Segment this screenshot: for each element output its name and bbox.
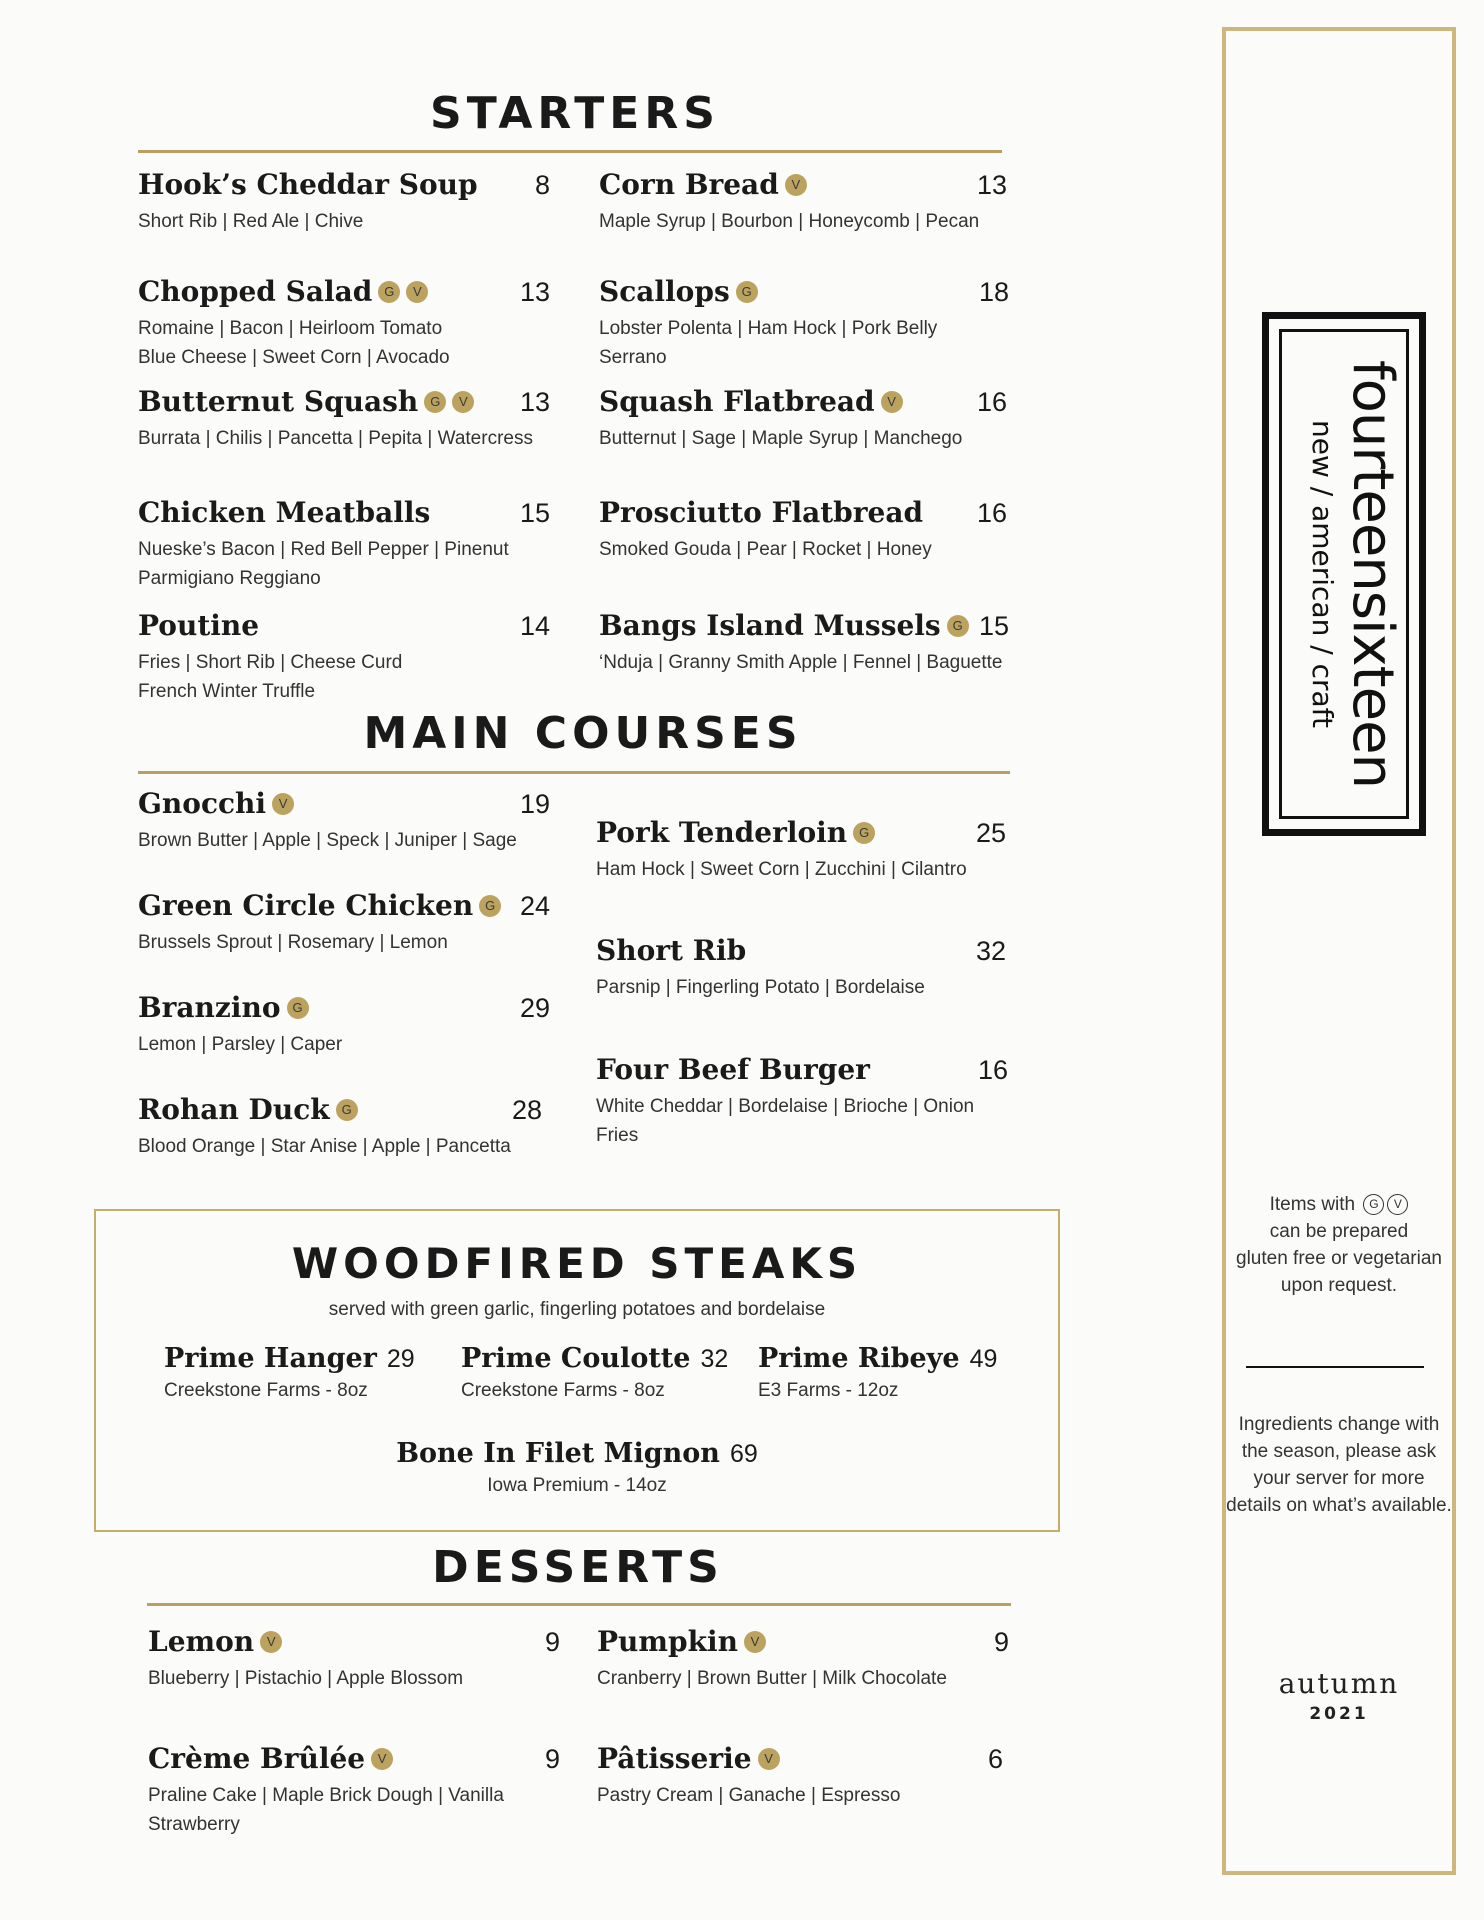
item-price: 25 [975, 818, 1006, 848]
item-description: Smoked Gouda | Pear | Rocket | Honey [599, 539, 932, 560]
menu-item [599, 385, 1007, 452]
item-description: Blue Cheese | Sweet Corn | Avocado [138, 347, 450, 368]
item-name: Short Rib [596, 934, 747, 967]
item-price: 29 [519, 993, 550, 1023]
season-year: 2021 [1309, 1704, 1369, 1724]
menu-item [599, 609, 1009, 676]
item-name: Gnocchi [138, 787, 267, 820]
vegetarian-icon: V [406, 281, 428, 303]
vegetarian-icon: V [452, 391, 474, 413]
steak-item [461, 1343, 728, 1402]
item-price: 13 [976, 170, 1007, 200]
menu-item [138, 787, 550, 854]
item-price: 16 [977, 1055, 1008, 1085]
item-price: 28 [511, 1095, 542, 1125]
gluten-free-icon: G [479, 895, 501, 917]
item-description: Blueberry | Pistachio | Apple Blossom [148, 1668, 464, 1689]
item-name: Branzino [138, 991, 281, 1024]
item-description: Nueske’s Bacon | Red Bell Pepper | Pinenut [138, 539, 509, 560]
menu-item [596, 816, 1006, 883]
item-name: Prosciutto Flatbread [599, 496, 924, 529]
gluten-free-icon: G [424, 391, 446, 413]
sidebar-frame [1222, 27, 1456, 1875]
item-price: 19 [519, 789, 550, 819]
item-price: 16 [976, 498, 1007, 528]
legend-line: can be prepared [1269, 1221, 1409, 1242]
item-name: Butternut Squash [138, 385, 419, 418]
menu-item [138, 609, 550, 705]
woodfired-steaks-box [94, 1209, 1060, 1532]
gluten-free-icon: G [287, 997, 309, 1019]
dietary-legend [1224, 1191, 1454, 1299]
vegetarian-icon: V [881, 391, 903, 413]
gluten-free-icon: G [1363, 1194, 1384, 1215]
item-description: Lemon | Parsley | Caper [138, 1034, 343, 1055]
menu-item [138, 889, 550, 956]
main-courses-divider [138, 771, 1010, 774]
item-price: 9 [544, 1744, 560, 1774]
item-description: Fries | Short Rib | Cheese Curd [138, 652, 403, 673]
note-line: Ingredients change with [1238, 1414, 1440, 1435]
vegetarian-icon: V [371, 1748, 393, 1770]
item-description: Pastry Cream | Ganache | Espresso [597, 1785, 901, 1806]
item-description: ‘Nduja | Granny Smith Apple | Fennel | Baguette [599, 652, 1003, 673]
item-name: Hook’s Cheddar Soup [138, 168, 478, 201]
note-line: details on what’s available. [1226, 1495, 1452, 1516]
menu-item [599, 275, 1009, 371]
steak-item [758, 1343, 997, 1402]
main-courses-heading: MAIN COURSES [363, 708, 803, 759]
steak-name: Prime Hanger [164, 1343, 377, 1374]
item-price: 13 [519, 277, 550, 307]
woodfired-steaks-heading: WOODFIRED STEAKS [291, 1239, 863, 1288]
item-description: Burrata | Chilis | Pancetta | Pepita | Watercress [138, 428, 533, 449]
steak-price: 29 [386, 1345, 415, 1373]
note-line: the season, please ask [1241, 1441, 1437, 1462]
steak-desc: E3 Farms - 12oz [758, 1380, 899, 1401]
item-name: Green Circle Chicken [138, 889, 474, 922]
item-description: Butternut | Sage | Maple Syrup | Manchego [599, 428, 963, 449]
sidebar-divider [1246, 1366, 1424, 1368]
item-description: Parsnip | Fingerling Potato | Bordelaise [596, 977, 925, 998]
steak-name: Bone In Filet Mignon [396, 1438, 720, 1469]
item-price: 15 [978, 611, 1009, 641]
season-label: autumn [1278, 1667, 1400, 1700]
item-price: 24 [519, 891, 550, 921]
gluten-free-icon: G [336, 1099, 358, 1121]
logo [1262, 312, 1426, 836]
item-description: Ham Hock | Sweet Corn | Zucchini | Cilantro [596, 859, 967, 880]
item-price: 15 [519, 498, 550, 528]
legend-line: upon request. [1280, 1275, 1398, 1296]
desserts-heading: DESSERTS [432, 1542, 724, 1593]
gluten-free-icon: G [947, 615, 969, 637]
vegetarian-icon: V [260, 1631, 282, 1653]
desserts-divider [147, 1603, 1011, 1606]
menu-item [138, 1093, 542, 1160]
item-name: Chopped Salad [138, 275, 373, 308]
item-price: 18 [978, 277, 1009, 307]
item-name: Scallops [599, 275, 730, 308]
steak-price: 69 [729, 1440, 758, 1468]
legend-prefix: Items with [1269, 1194, 1356, 1215]
menu-item [599, 168, 1007, 235]
item-description: Maple Syrup | Bourbon | Honeycomb | Pecan [599, 211, 980, 232]
menu-item [599, 496, 1007, 563]
item-description: Praline Cake | Maple Brick Dough | Vanilla [148, 1785, 504, 1806]
item-price: 14 [519, 611, 550, 641]
gluten-free-icon: G [853, 822, 875, 844]
steak-desc: Creekstone Farms - 8oz [461, 1380, 665, 1401]
vegetarian-icon: V [785, 174, 807, 196]
gluten-free-icon: G [378, 281, 400, 303]
seasonal-note [1224, 1411, 1454, 1519]
logo-tagline: new / american / craft [1306, 420, 1339, 728]
starters-divider [138, 150, 1002, 153]
gluten-free-icon: G [736, 281, 758, 303]
menu-item [596, 1053, 1008, 1149]
woodfired-steaks-subtitle: served with green garlic, fingerling potatoes and bordelaise [328, 1299, 826, 1320]
item-name: Corn Bread [599, 168, 779, 201]
note-line: your server for more [1253, 1468, 1425, 1489]
item-name: Squash Flatbread [599, 385, 875, 418]
steak-name: Prime Ribeye [758, 1343, 960, 1374]
legend-line: gluten free or vegetarian [1236, 1248, 1442, 1269]
item-name: Chicken Meatballs [138, 496, 431, 529]
item-description: Fries [596, 1125, 639, 1146]
item-name: Crème Brûlée [148, 1742, 366, 1775]
item-description: White Cheddar | Bordelaise | Brioche | Onion [596, 1096, 975, 1117]
item-name: Poutine [138, 609, 260, 642]
item-name: Four Beef Burger [596, 1053, 870, 1086]
logo-wordmark: fourteensixteen [1340, 359, 1405, 789]
item-price: 9 [993, 1627, 1009, 1657]
item-price: 13 [519, 387, 550, 417]
menu-item [138, 168, 550, 235]
steak-name: Prime Coulotte [461, 1343, 691, 1374]
item-name: Rohan Duck [138, 1093, 330, 1126]
item-name: Lemon [148, 1625, 255, 1658]
menu-item [138, 496, 550, 592]
vegetarian-icon: V [272, 793, 294, 815]
menu-item [138, 275, 550, 371]
item-description: French Winter Truffle [138, 681, 316, 702]
steak-item [164, 1343, 415, 1402]
item-name: Bangs Island Mussels [599, 609, 941, 642]
item-price: 6 [987, 1744, 1003, 1774]
item-price: 9 [544, 1627, 560, 1657]
menu-item [138, 385, 550, 452]
menu-item [597, 1742, 1003, 1809]
item-description: Short Rib | Red Ale | Chive [138, 211, 364, 232]
item-name: Pork Tenderloin [596, 816, 848, 849]
item-description: Cranberry | Brown Butter | Milk Chocolate [597, 1668, 947, 1689]
steak-item [96, 1438, 1058, 1497]
item-description: Romaine | Bacon | Heirloom Tomato [138, 318, 443, 339]
steak-price: 32 [700, 1345, 729, 1373]
menu-item [596, 934, 1006, 1001]
menu-item [138, 991, 550, 1058]
item-description: Brown Butter | Apple | Speck | Juniper | Sage [138, 830, 517, 851]
vegetarian-icon: V [744, 1631, 766, 1653]
vegetarian-icon: V [758, 1748, 780, 1770]
item-price: 32 [975, 936, 1006, 966]
item-description: Serrano [599, 347, 667, 368]
item-price: 8 [534, 170, 550, 200]
item-description: Blood Orange | Star Anise | Apple | Pancetta [138, 1136, 511, 1157]
item-description: Brussels Sprout | Rosemary | Lemon [138, 932, 448, 953]
item-description: Lobster Polenta | Ham Hock | Pork Belly [599, 318, 938, 339]
item-description: Parmigiano Reggiano [138, 568, 321, 589]
steak-price: 49 [969, 1345, 998, 1373]
item-name: Pumpkin [597, 1625, 739, 1658]
item-description: Strawberry [148, 1814, 240, 1835]
menu-item [148, 1625, 560, 1692]
item-name: Pâtisserie [597, 1742, 752, 1775]
starters-heading: STARTERS [430, 88, 720, 139]
vegetarian-icon: V [1387, 1194, 1408, 1215]
steak-desc: Creekstone Farms - 8oz [164, 1380, 368, 1401]
steak-desc: Iowa Premium - 14oz [487, 1475, 667, 1496]
item-price: 16 [976, 387, 1007, 417]
menu-item [148, 1742, 560, 1838]
menu-item [597, 1625, 1009, 1692]
